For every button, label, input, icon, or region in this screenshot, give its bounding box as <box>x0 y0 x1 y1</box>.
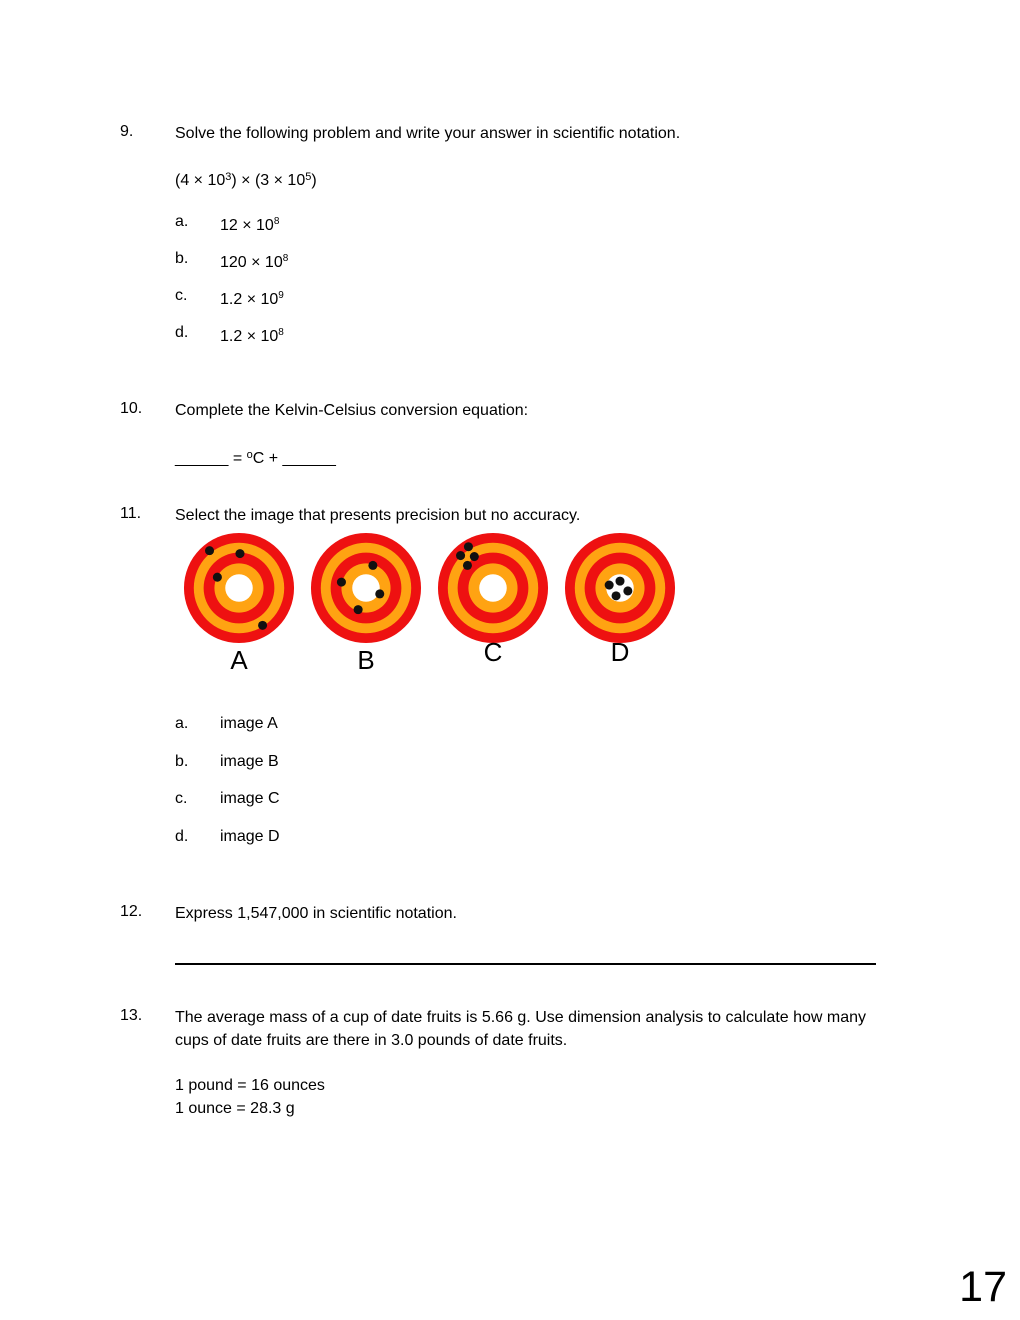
q12-stem: Express 1,547,000 in scientific notation. <box>175 905 457 922</box>
q11-option-d <box>175 827 280 847</box>
option-letter: a. <box>175 213 189 230</box>
q13-number: 13. <box>120 1007 143 1024</box>
bullseye-target-a <box>182 531 296 645</box>
option-text: image D <box>220 828 280 845</box>
q9-option-a <box>175 212 279 236</box>
target-image-b <box>309 531 423 673</box>
q11-option-a <box>175 714 278 734</box>
q9-number: 9. <box>120 123 134 140</box>
q9-exponent-1: 3 <box>225 171 232 183</box>
equals-sign: = <box>228 450 247 467</box>
conversion-pound-ounces: 1 pound = 16 ounces <box>175 1077 325 1094</box>
target-image-d <box>563 531 677 673</box>
option-text: $1.2 \times 10^8$ <box>220 327 284 345</box>
target-label-a: A <box>230 645 248 675</box>
answer-blank-line <box>175 949 876 965</box>
option-letter: d. <box>175 324 189 341</box>
option-letter: d. <box>175 828 189 845</box>
q9-stem: Solve the following problem and write your answer in scientific notation. <box>175 125 681 142</box>
q12-number: 12. <box>120 903 143 920</box>
celsius-plus: C + <box>252 450 283 467</box>
q10-equation <box>175 444 336 470</box>
target-label-b: B <box>357 645 375 675</box>
q10-stem: Complete the Kelvin-Celsius conversion equation: <box>175 402 529 419</box>
targets-row <box>182 531 677 673</box>
target-label-d: D <box>610 637 630 667</box>
option-text: image B <box>220 753 279 770</box>
q9-option-c <box>175 286 284 310</box>
option-letter: b. <box>175 753 189 770</box>
option-text: $120 \times 10^8$ <box>220 253 289 271</box>
conversion-ounce-grams: 1 ounce = 28.3 g <box>175 1100 295 1117</box>
q11-option-b <box>175 752 279 772</box>
q10-number: 10. <box>120 400 143 417</box>
option-text: image A <box>220 715 278 732</box>
q9-exponent-2: 5 <box>305 171 312 183</box>
option-text: $1.2 \times 10^9$ <box>220 290 284 308</box>
q11-number: 11. <box>120 505 142 522</box>
target-label-c: C <box>483 637 503 667</box>
answer-blank-2: ______ <box>282 450 336 467</box>
answer-blank-1: ______ <box>175 450 229 467</box>
bullseye-target-b <box>309 531 423 645</box>
q9-equation-part2: ) × (3 × 10 <box>231 172 306 189</box>
option-letter: c. <box>175 790 188 807</box>
q9-equation-part1: (4 × 10 <box>175 172 226 189</box>
option-text: $12 \times 10^8$ <box>220 216 280 234</box>
option-text: image C <box>220 790 280 807</box>
q13-stem: The average mass of a cup of date fruits is 5.66 g. Use dimension analysis to calculate how many cups of date fruits are there in 3.0 pounds of date fruits. <box>175 1009 867 1049</box>
target-image-a <box>182 531 296 673</box>
option-letter: a. <box>175 715 189 732</box>
page-number: 17 <box>959 1263 1007 1311</box>
q9-equation <box>175 166 317 192</box>
q11-option-c <box>175 789 280 809</box>
degree-superscript: o <box>246 449 253 461</box>
bullseye-target-d <box>563 531 677 645</box>
bullseye-target-c <box>436 531 550 645</box>
target-image-c <box>436 531 550 673</box>
q11-stem: Select the image that presents precision but no accuracy. <box>175 507 581 524</box>
q9-option-b <box>175 249 288 273</box>
option-letter: b. <box>175 250 189 267</box>
q9-option-d <box>175 323 284 347</box>
option-letter: c. <box>175 287 188 304</box>
q9-equation-part3: ) <box>311 172 317 189</box>
